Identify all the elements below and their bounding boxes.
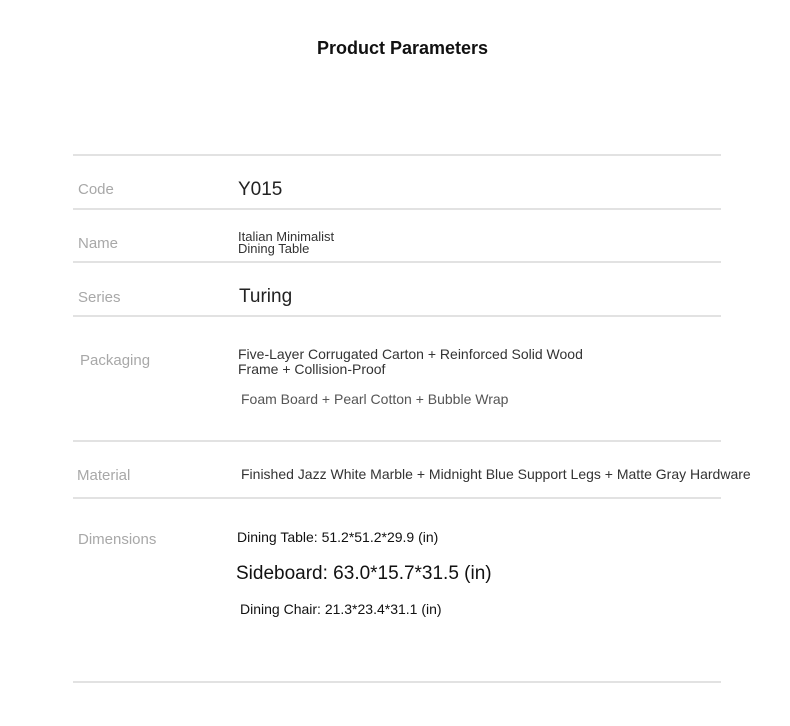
dimensions-sideboard: Sideboard: 63.0*15.7*31.5 (in) [236,563,492,584]
page-title: Product Parameters [316,38,489,58]
dimensions-label: Dimensions [78,531,157,548]
name-value-line1: Italian Minimalist [238,229,335,244]
code-value: Y015 [238,179,283,200]
packaging-value-line2: Frame + Collision-Proof [238,361,386,377]
packaging-value-line1: Five-Layer Corrugated Carton + Reinforced Solid Wood [238,346,583,362]
dimensions-dining-chair: Dining Chair: 21.3*23.4*31.1 (in) [240,601,442,617]
divider [73,497,721,499]
packaging-label: Packaging [80,352,151,369]
dimensions-dining-table: Dining Table: 51.2*51.2*29.9 (in) [237,529,439,545]
divider [73,261,721,263]
material-value: Finished Jazz White Marble + Midnight Blue Support Legs + Matte Gray Hardware [241,466,751,482]
name-value-line2: Dining Table [238,241,310,256]
divider [73,440,721,442]
divider [73,154,721,156]
divider [73,681,721,683]
code-label: Code [78,181,114,198]
packaging-value-line3: Foam Board + Pearl Cotton + Bubble Wrap [241,391,509,407]
divider [73,315,721,317]
divider [73,208,721,210]
material-label: Material [77,467,131,484]
name-label: Name [78,235,119,252]
series-value: Turing [239,286,293,307]
series-label: Series [78,289,121,306]
